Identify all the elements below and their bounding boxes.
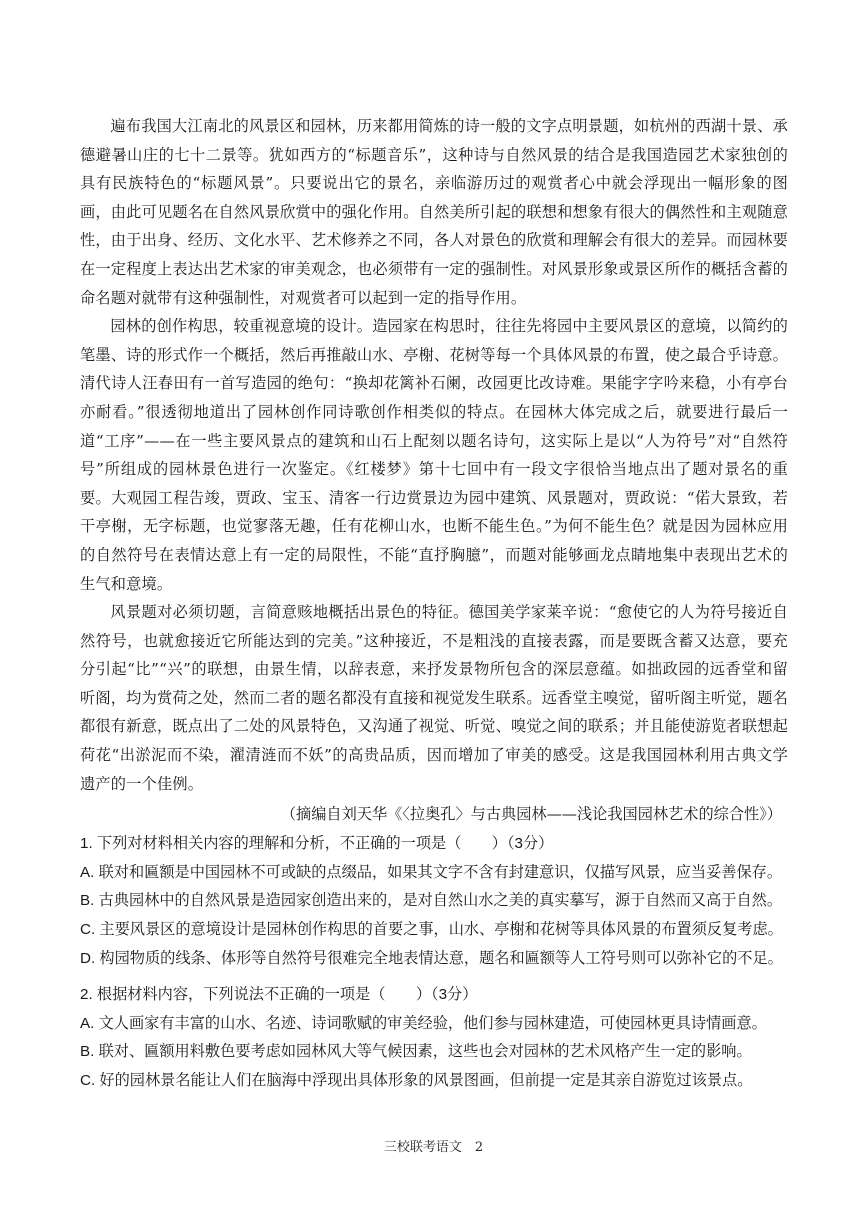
option-a: A. 文人画家有丰富的山水、名迹、诗词歌赋的审美经验，他们参与园林建造，可使园林更具诗情画意。 [80,1014,767,1032]
question-2 [80,981,788,1095]
passage-paragraph-2: 园林的创作构思，较重视意境的设计。造园家在构思时，往往先将园中主要风景区的意境，以简约的笔墨、诗的形式作一个概括，然后再推敲山水、亭榭、花树等每一个具体风景的布置，使之最合乎诗意。清代诗人汪春田有一首写造园的绝句：“换却花篱补石阑，改园更比改诗难。果能字字吟来稳，小有亭台亦耐看。”很透彻地道出了园林创作同诗歌创作相类似的特点。在园林大体完成之后，就要进行最后一道“工序”——在一些主要风景点的建筑和山石上配刻以题名诗句，这实际上是以“人为符号”对“自然符号”所组成的园林景色进行一次鉴定。《红楼梦》第十七回中有一段文字很恰当地点出了题对景名的重要。大观园工程告竣，贾政、宝玉、清客一行边赏景边为园中建筑、风景题对，贾政说：“偌大景致，若干亭榭，无字标题，也觉寥落无趣，任有花柳山水，也断不能生色。”为何不能生色？就是因为园林应用的自然符号在表情达意上有一定的局限性，不能“直抒胸臆”，而题对能够画龙点睛地集中表现出艺术的生气和意境。 [80,317,788,593]
option-d: D. 构园物质的线条、体形等自然符号很难完全地表情达意，题名和匾额等人工符号则可以弥补它的不足。 [80,949,783,967]
page-footer: 三校联考语文 2 [383,1140,484,1155]
exam-page [80,112,788,1096]
option-c: C. 好的园林景名能让人们在脑海中浮现出具体形象的风景图画，但前提一定是其亲自游览过该景点。 [80,1072,753,1089]
option-b: B. 古典园林中的自然风景是造园家创造出来的，是对自然山水之美的真实摹写，源于自然而又高于自然。 [80,892,783,910]
question-stem: 2. 根据材料内容，下列说法不正确的一项是（ ）（3分） [80,986,478,1004]
option-b: B. 联对、匾额用料敷色要考虑如园林风大等气候因素，这些也会对园林的艺术风格产生一定的影响。 [80,1043,752,1061]
question-spacer [80,973,788,979]
question-1 [80,830,788,973]
option-a: A. 联对和匾额是中国园林不可或缺的点缀品，如果其文字不含有封建意识，仅描写风景，应当妥善保存。 [80,863,783,881]
option-c: C. 主要风景区的意境设计是园林创作构思的首要之事，山水、亭榭和花树等具体风景的布置须反复考虑。 [80,921,783,939]
reading-passage [80,112,788,828]
passage-paragraph-3: 风景题对必须切题，言简意赅地概括出景色的特征。德国美学家莱辛说：“愈使它的人为符号接近自然符号，也就愈接近它所能达到的完美。”这种接近，不是粗浅的直接表露，而是要既含蓄又达意，要充分引起“比”“兴”的联想，由景生情，以辞表意，来抒发景物所包含的深层意蕴。如拙政园的远香堂和留听阁，均为赏荷之处，然而二者的题名都没有直接和视觉发生联系。远香堂主嗅觉，留听阁主听觉，题名都很有新意，既点出了二处的风景特色，又沟通了视觉、听觉、嗅觉之间的联系；并且能使游览者联想起荷花“出淤泥而不染，濯清涟而不妖”的高贵品质，因而增加了审美的感受。这是我国园林利用古典文学遗产的一个佳例。 [80,603,788,793]
question-stem: 1. 下列对材料相关内容的理解和分析，不正确的一项是（ ）（3分） [80,835,554,853]
passage-paragraph-1: 遍布我国大江南北的风景区和园林，历来都用简炼的诗一般的文字点明景题，如杭州的西湖十景、承德避暑山庄的七十二景等。犹如西方的“标题音乐”，这种诗与自然风景的结合是我国造园艺术家独创的具有民族特色的“标题风景”。只要说出它的景名，亲临游历过的观赏者心中就会浮现出一幅形象的图画，由此可见题名在自然风景欣赏中的强化作用。自然美所引起的联想和想象有很大的偶然性和主观随意性，由于出身、经历、文化水平、艺术修养之不同，各人对景色的欣赏和理解会有很大的差异。而园林要在一定程度上表达出艺术家的审美观念，也必须带有一定的强制性。对风景形象或景区所作的概括含蓄的命名题对就带有这种强制性，对观赏者可以起到一定的指导作用。 [80,117,788,307]
passage-source: （摘编自刘天华《〈拉奥孔〉与古典园林——浅论我国园林艺术的综合性》） [280,805,782,824]
